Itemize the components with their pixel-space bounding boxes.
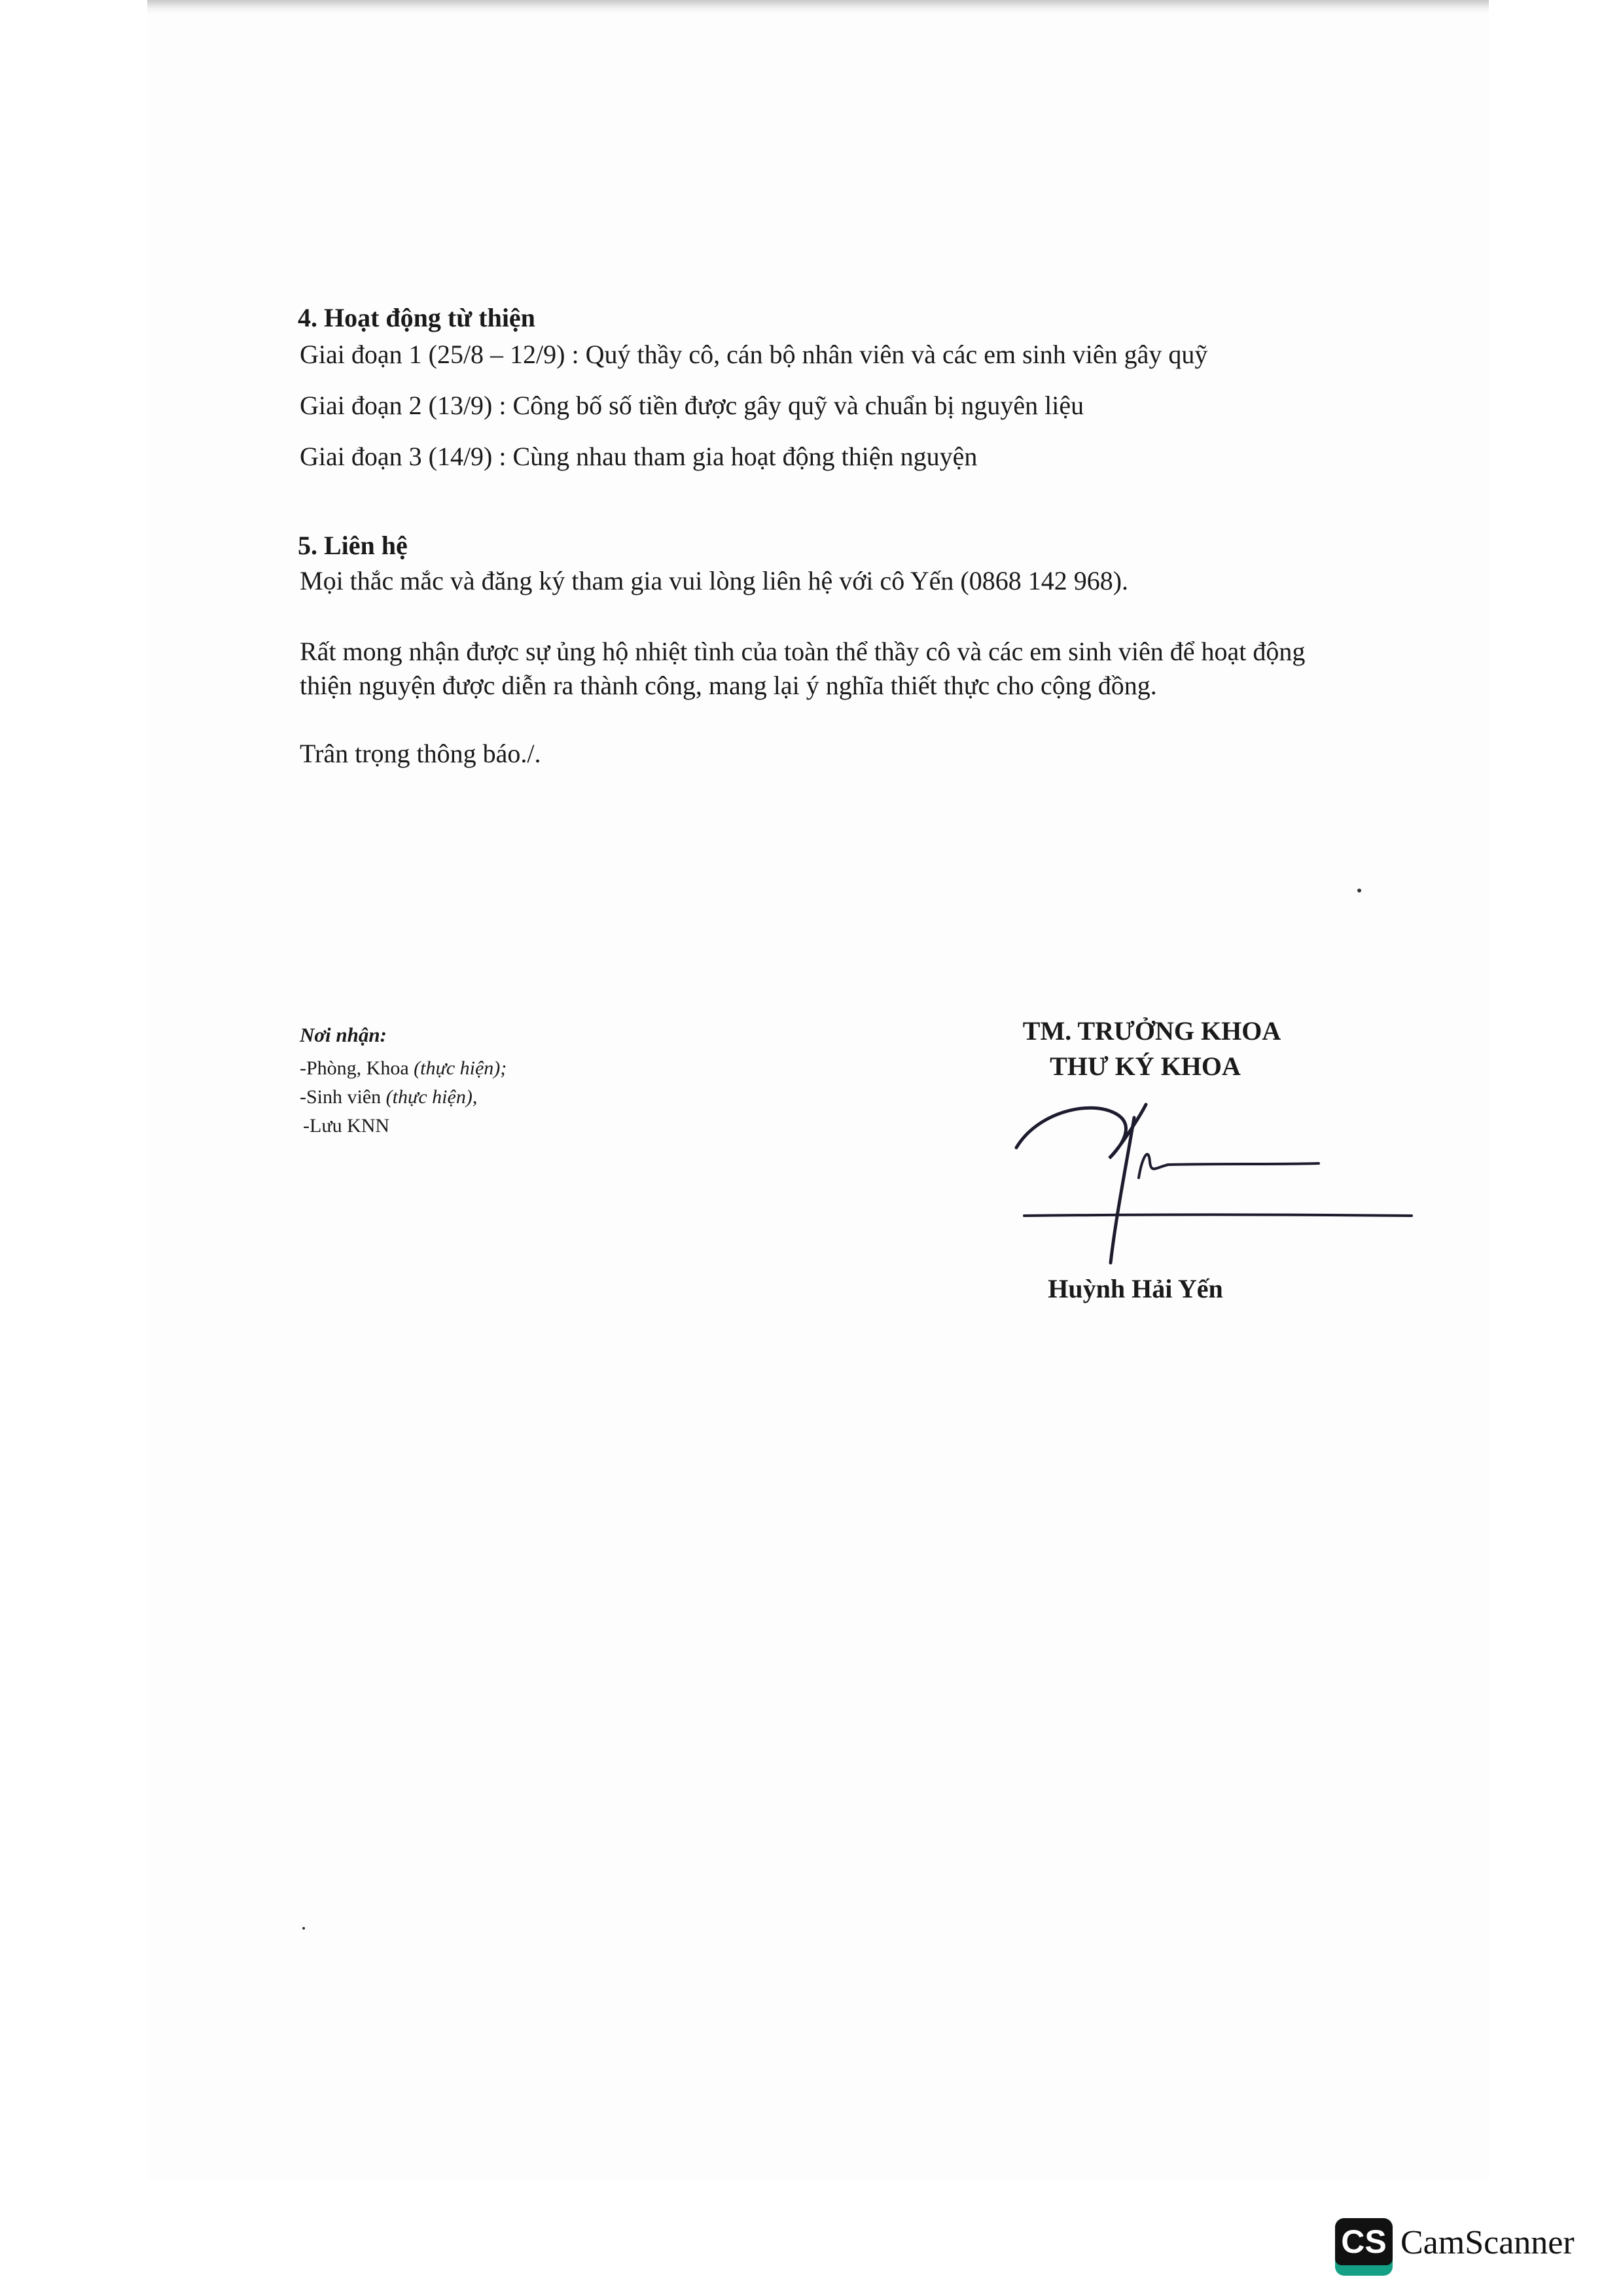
recipient-item-2-label: -Sinh viên (300, 1086, 386, 1108)
handwritten-signature (1011, 1099, 1430, 1276)
recipient-item-3: -Lưu KNN (303, 1115, 390, 1137)
section4-heading: 4. Hoạt động từ thiện (298, 303, 535, 332)
recipient-item-1-label: -Phòng, Khoa (300, 1057, 414, 1079)
scan-speck (302, 1927, 305, 1930)
recipients-title: Nơi nhận: (300, 1023, 387, 1046)
closing-line-1: Rất mong nhận được sự ủng hộ nhiệt tình của toàn thể thầy cô và các em sinh viên để hoạt động (300, 637, 1306, 666)
camscanner-logo-icon: CS (1335, 2218, 1393, 2265)
contact-text: Mọi thắc mắc và đăng ký tham gia vui lòng liên hệ với cô Yến (0868 142 968). (300, 566, 1129, 595)
recipient-item-1 (300, 1057, 507, 1080)
closing-line-2: thiện nguyện được diễn ra thành công, mang lại ý nghĩa thiết thực cho cộng đồng. (300, 671, 1157, 700)
phase1-text: Giai đoạn 1 (25/8 – 12/9) : Quý thầy cô, cán bộ nhân viên và các em sinh viên gây quỹ (300, 340, 1208, 369)
recipient-item-2-note: (thực hiện), (385, 1086, 478, 1108)
signer-name: Huỳnh Hải Yến (1048, 1274, 1223, 1303)
section5-heading: 5. Liên hệ (298, 531, 408, 560)
camscanner-app-name: CamScanner (1400, 2224, 1575, 2261)
recipient-item-1-note: (thực hiện); (414, 1057, 507, 1079)
signature-title-1: TM. TRƯỞNG KHOA (1022, 1016, 1281, 1046)
phase3-text: Giai đoạn 3 (14/9) : Cùng nhau tham gia hoạt động thiện nguyện (300, 442, 978, 471)
recipient-item-2 (300, 1086, 477, 1108)
scan-speck (1357, 889, 1361, 892)
phase2-text: Giai đoạn 2 (13/9) : Công bố số tiền được gây quỹ và chuẩn bị nguyên liệu (300, 391, 1084, 420)
scan-edge-shadow (147, 0, 1489, 14)
regards-text: Trân trọng thông báo./. (300, 739, 541, 768)
signature-title-2: THƯ KÝ KHOA (1050, 1051, 1241, 1081)
